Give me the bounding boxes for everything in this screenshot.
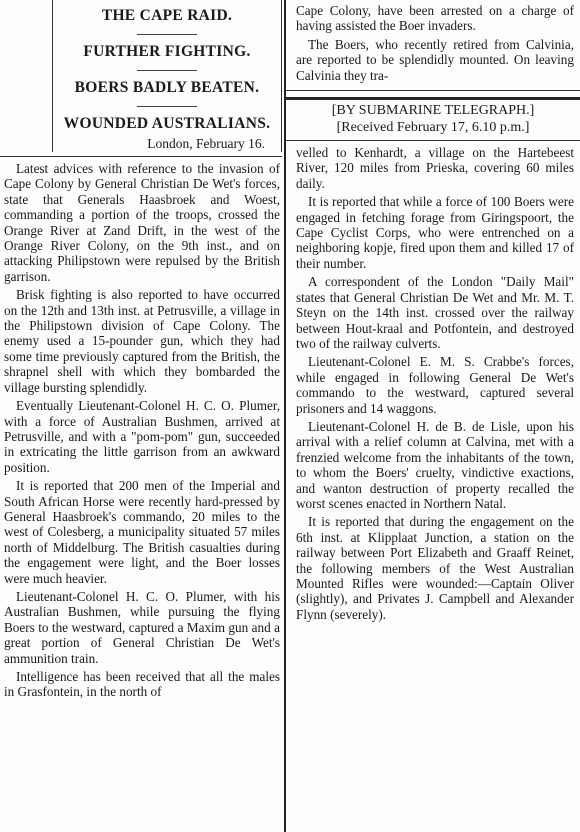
- telegraph-header: [286, 99, 580, 141]
- article-paragraph: It is reported that while a force of 100 Boers were engaged in fetching forage from Giringspoort, the Cape Cyclist Corps, who were entrenched on a neighboring kopje, fired upon them and killed 17 of their number.: [296, 194, 574, 271]
- headline-2: FURTHER FIGHTING.: [83, 43, 251, 60]
- dateline: London, February 16.: [147, 136, 265, 151]
- headline-3: BOERS BADLY BEATEN.: [74, 79, 260, 96]
- continuation-block: [286, 0, 580, 91]
- telegraph-line-1: [BY SUBMARINE TELEGRAPH.]: [331, 103, 535, 119]
- article-paragraph: Lieutenant-Colonel H. C. O. Plumer, with his Australian Bushmen, while pursuing the flying Boers to the westward, captured a Maxim gun and a great portion of General Christian De Wet's ammunition train.: [4, 588, 280, 666]
- headline-divider: [137, 34, 197, 35]
- headline-block: [52, 0, 282, 152]
- article-paragraph: Brisk fighting is also reported to have occurred on the 12th and 13th inst. at Petrusville, a village in the Philipstown division of Cape Colony. The enemy used a 15-pounder gun, which they had some time previously captured from the British, the shrapnel shell with which they bombarded the village bursting splendidly.: [4, 287, 280, 395]
- article-paragraph: Latest advices with reference to the invasion of Cape Colony by General Christian De Wet's forces, state that Generals Haasbroek and Woest, commanding a portion of the troops, crossed the Orange River at Zand Drift, in the west of the Orange River Colony, on the 9th inst., and on attacking Philipstown were repulsed by the British garrison.: [4, 161, 280, 284]
- article-paragraph: It is reported that during the engagement on the 6th inst. at Klipplaat Junction, a station on the railway between Port Elizabeth and Graaff Reinet, the following members of the West Australian Mounted Rifles were wounded:—Captain Oliver (slightly), and Privates J. Campbell and Alexander Flynn (severely).: [296, 514, 574, 622]
- article-paragraph: It is reported that 200 men of the Imperial and South African Horse were recently hard-pressed by General Haasbroek's commando, 20 miles to the west of Colesberg, a municipality situated 57 miles north of Middelburg. The British casualties during the engagement were light, and the Boer losses were much heavier.: [4, 478, 280, 586]
- header-bottom-rule: [0, 156, 282, 157]
- headline-4: WOUNDED AUSTRALIANS.: [63, 115, 271, 132]
- article-paragraph: Lieutenant-Colonel H. de B. de Lisle, upon his arrival with a relief column at Calvina, met with a frenzied welcome from the inhabitants of the town, to whom the Boers' cruelty, vindictive exactions, and wanton destruction of property recalled the worst scenes enacted in Northern Natal.: [296, 418, 574, 511]
- headline-divider: [137, 106, 197, 107]
- article-paragraph: Cape Colony, have been arrested on a charge of having assisted the Boer invaders.: [296, 3, 574, 34]
- article-paragraph: velled to Kenhardt, a village on the Hartebeest River, 120 miles from Prieska, covering 60 miles daily.: [296, 145, 574, 191]
- telegraph-line-2: [Received February 17, 6.10 p.m.]: [336, 120, 530, 136]
- article-paragraph: The Boers, who recently retired from Calvinia, are reported to be splendidly mounted. On leaving Calvinia they tra-: [296, 36, 574, 83]
- right-column: [286, 0, 580, 832]
- article-paragraph: A correspondent of the London "Daily Mail" states that General Christian De Wet and Mr. M. T. Steyn on the 14th inst. crossed over the railway between Hout-kraal and Potfontein, and destroyed two of the railway culverts.: [296, 274, 574, 351]
- article-paragraph: Eventually Lieutenant-Colonel H. C. O. Plumer, with a force of Australian Bushmen, arrived at Petrusville, and with a "pom-pom" gun, succeeded in extricating the little garrison from an awkward position.: [4, 398, 280, 475]
- left-column: [0, 0, 284, 832]
- headline-1: THE CAPE RAID.: [101, 7, 233, 24]
- article-paragraph: Lieutenant-Colonel E. M. S. Crabbe's forces, while engaged in following General De Wet's commando to the westward, captured several prisoners and 14 waggons.: [296, 354, 574, 416]
- article-paragraph: Intelligence has been received that all the males in Grasfontein, in the north of: [4, 669, 280, 700]
- headline-divider: [137, 70, 197, 71]
